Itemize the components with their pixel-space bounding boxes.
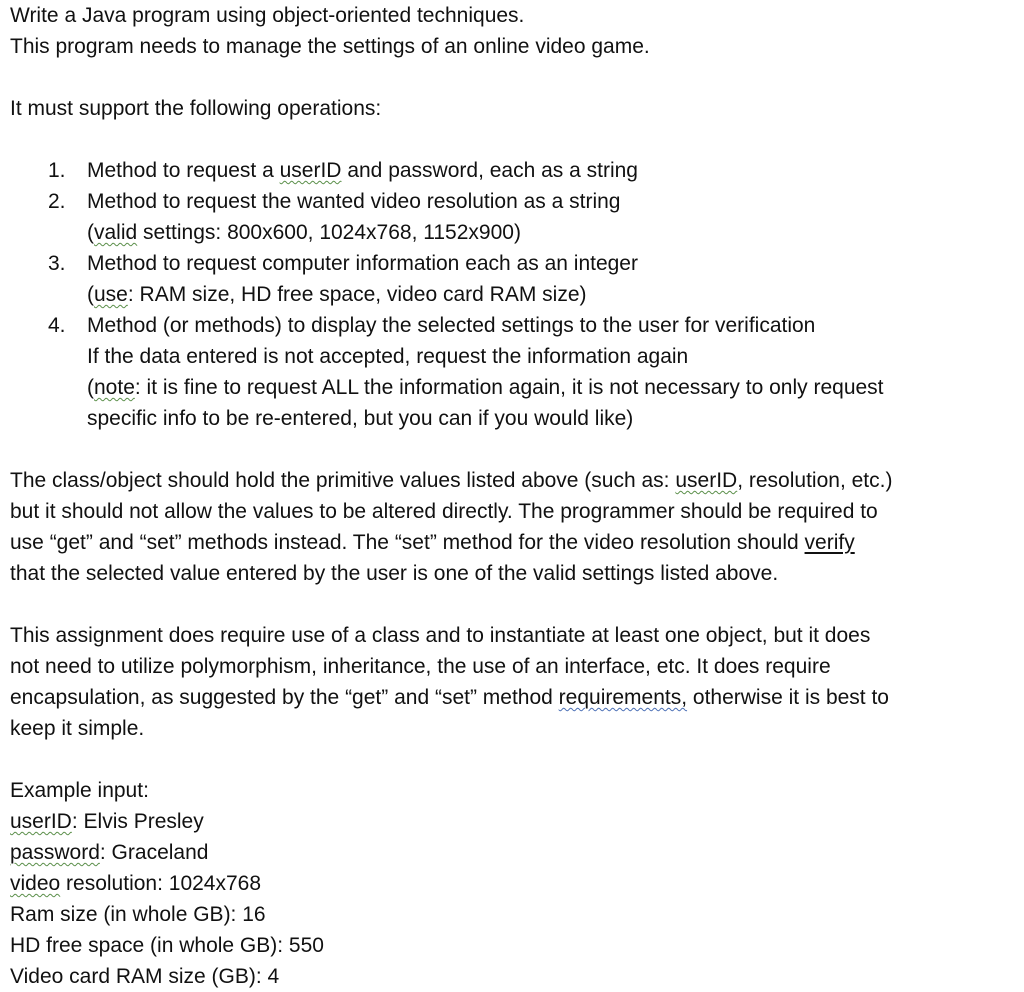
intro-line-2: This program needs to manage the settings of an online video game. [10, 35, 650, 58]
paragraph-1-line-4: that the selected value entered by the user is one of the valid settings listed above. [10, 562, 779, 585]
list-text: specific info to be re-entered, but you can if you would like) [87, 407, 634, 430]
paragraph-2-line-4: keep it simple. [10, 717, 145, 740]
list-text: ( [87, 376, 94, 399]
list-text: Method to request a [87, 159, 280, 182]
list-text: ( [87, 283, 94, 306]
blank-line [10, 434, 1024, 465]
grammar-flagged-word: requirements, [558, 686, 688, 709]
example-value: : Graceland [99, 841, 209, 864]
example-row-ram: Ram size (in whole GB): 16 [10, 903, 266, 926]
example-value: resolution: 1024x768 [60, 872, 262, 895]
list-item-3-continuation [10, 279, 1024, 310]
list-text: Method (or methods) to display the selected settings to the user for verification [87, 314, 816, 337]
example-value: : Elvis Presley [71, 810, 204, 833]
blank-line [10, 589, 1024, 620]
example-heading: Example input: [10, 779, 149, 802]
example-row-resolution [10, 868, 1024, 899]
paragraph-2-line-2: not need to utilize polymorphism, inheritance, the use of an interface, etc. It does require [10, 655, 831, 678]
list-text: Method to request computer information each as an integer [87, 252, 638, 275]
list-text: ( [87, 221, 94, 244]
spell-flagged-word: password [10, 841, 100, 864]
list-text: settings: 800x600, 1024x768, 1152x900) [137, 221, 521, 244]
paragraph-1-line-3 [10, 527, 1024, 558]
paragraph-text: The class/object should hold the primitive values listed above (such as: [10, 469, 676, 492]
list-number: 4. [48, 314, 66, 337]
intro-line-3: It must support the following operations: [10, 97, 382, 120]
example-row-userid [10, 806, 1024, 837]
list-text: If the data entered is not accepted, request the information again [87, 345, 689, 368]
list-item-1 [10, 155, 1024, 186]
list-number: 3. [48, 252, 66, 275]
paragraph-2-line-3 [10, 682, 1024, 713]
spell-flagged-word: note [94, 376, 135, 399]
blank-line [10, 124, 1024, 155]
example-row-password [10, 837, 1024, 868]
list-number: 2. [48, 190, 66, 213]
list-text: Method to request the wanted video resolution as a string [87, 190, 621, 213]
paragraph-1-line-1 [10, 465, 1024, 496]
list-item-4-continuation-3 [10, 403, 1024, 434]
list-item-2-continuation [10, 217, 1024, 248]
blank-line [10, 62, 1024, 93]
paragraph-text: , resolution, etc.) [737, 469, 893, 492]
paragraph-text: otherwise it is best to [687, 686, 889, 709]
paragraph-1-line-2: but it should not allow the values to be altered directly. The programmer should be required to [10, 500, 878, 523]
underlined-word: verify [804, 531, 855, 554]
spell-flagged-word: userID [675, 469, 738, 492]
list-item-4 [10, 310, 1024, 341]
paragraph-2-line-1: This assignment does require use of a class and to instantiate at least one object, but it does [10, 624, 871, 647]
intro-line-1: Write a Java program using object-oriented techniques. [10, 4, 525, 27]
example-row-video-card: Video card RAM size (GB): 4 [10, 965, 280, 988]
blank-line [10, 744, 1024, 775]
spell-flagged-word: use [94, 283, 128, 306]
list-item-3 [10, 248, 1024, 279]
paragraph-text: encapsulation, as suggested by the “get” and “set” method [10, 686, 559, 709]
list-item-2 [10, 186, 1024, 217]
spell-flagged-word: userID [10, 810, 72, 833]
paragraph-text: use “get” and “set” methods instead. The “set” method for the video resolution should [10, 531, 805, 554]
example-row-hd: HD free space (in whole GB): 550 [10, 934, 324, 957]
list-text: and password, each as a string [341, 159, 638, 182]
spell-flagged-word: valid [94, 221, 138, 244]
list-text: : RAM size, HD free space, video card RAM size) [127, 283, 587, 306]
spell-flagged-word: video [10, 872, 61, 895]
list-text: : it is fine to request ALL the information again, it is not necessary to only request [134, 376, 884, 399]
list-number: 1. [48, 159, 66, 182]
list-item-4-continuation-1 [10, 341, 1024, 372]
list-item-4-continuation-2 [10, 372, 1024, 403]
spell-flagged-word: userID [279, 159, 342, 182]
